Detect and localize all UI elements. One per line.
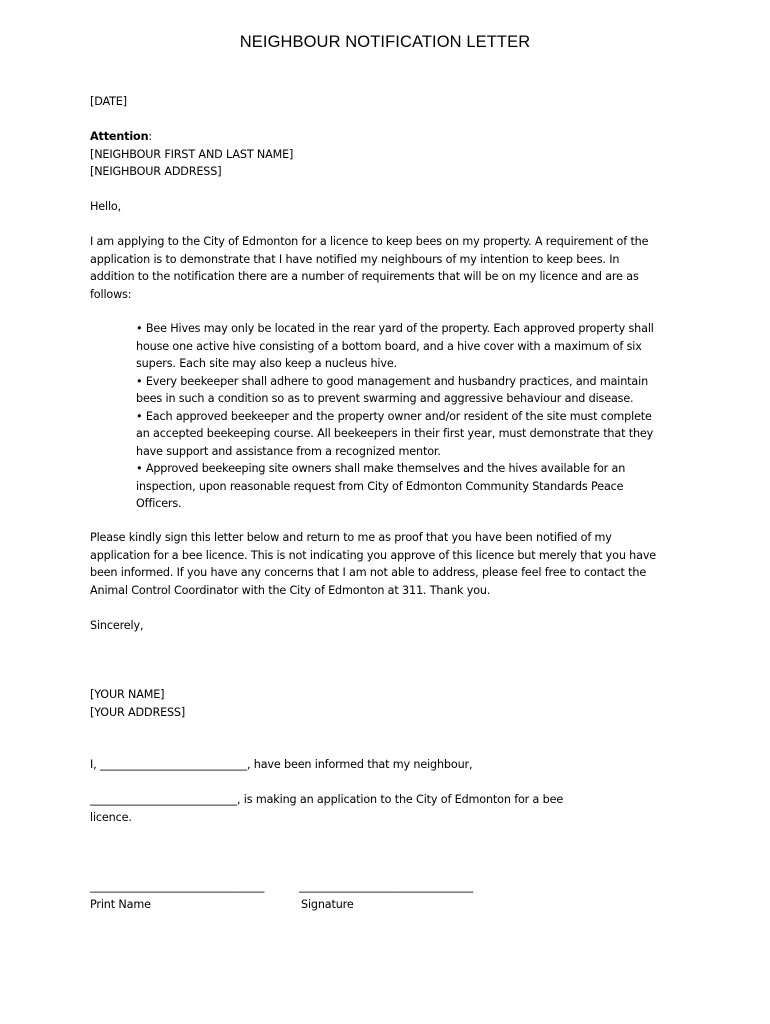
intro-line: I am applying to the City of Edmonton for a licence to keep bees on my property. A requirement of the: [90, 235, 649, 248]
requirement-line: • Every beekeeper shall adhere to good management and husbandry practices, and maintain: [136, 374, 649, 388]
attention-line: [90, 128, 690, 146]
requirement-line: • Each approved beekeeper and the property owner and/or resident of the site must complete: [136, 409, 652, 423]
requirement-line: bees in such a condition so as to prevent swarming and aggressive behaviour and disease.: [136, 392, 634, 405]
print-name-label: Print Name: [90, 898, 151, 911]
requirement-line: • Approved beekeeping site owners shall make themselves and the hives available for an: [136, 462, 626, 475]
date-placeholder: [DATE]: [90, 95, 127, 108]
signature-label: Signature: [301, 898, 354, 911]
intro-line: follows:: [90, 287, 132, 301]
your-address-placeholder: [YOUR ADDRESS]: [90, 705, 186, 719]
requirement-line: inspection, upon reasonable request from City of Edmonton Community Standards Peace: [136, 479, 624, 493]
intro-paragraph: [90, 233, 690, 303]
letter-title: NEIGHBOUR NOTIFICATION LETTER: [239, 33, 531, 51]
requirement-line: supers. Each site may also keep a nucleus hive.: [136, 357, 397, 370]
intro-line: application is to demonstrate that I have notified my neighbours of my intention to keep bees. In: [90, 252, 620, 266]
neighbour-address-placeholder: [NEIGHBOUR ADDRESS]: [90, 165, 222, 178]
signature-rule: ________________________________: [299, 880, 474, 893]
attention-colon: :: [148, 130, 153, 143]
requirements-list: [136, 320, 696, 513]
print-name-rule: ________________________________: [90, 880, 265, 893]
requirement-line: • Bee Hives may only be located in the rear yard of the property. Each approved property shall: [136, 322, 654, 335]
closing: Sincerely,: [90, 619, 144, 632]
acknowledgement-line: licence.: [90, 810, 132, 824]
requirement-line: an accepted beekeeping course. All beekeepers in their first year, must demonstrate that they: [136, 427, 654, 440]
attention-label: Attention: [90, 130, 149, 143]
intro-line: addition to the notification there are a number of requirements that will be on my licence and are as: [90, 270, 639, 283]
acknowledgement-line: I, ___________________________, have been informed that my neighbour,: [90, 758, 473, 771]
requirement-line: Officers.: [136, 497, 182, 510]
acknowledgement-line: ___________________________, is making an application to the City of Edmonton for a bee: [90, 793, 564, 806]
request-paragraph: [90, 529, 690, 599]
neighbour-name-placeholder: [NEIGHBOUR FIRST AND LAST NAME]: [90, 147, 294, 161]
request-line: application for a bee licence. This is not indicating you approve of this licence but merely that you have: [90, 548, 657, 562]
request-line: Animal Control Coordinator with the City of Edmonton at 311. Thank you.: [90, 583, 491, 597]
request-line: been informed. If you have any concerns that I am not able to address, please feel free to contact the: [90, 566, 647, 579]
greeting: Hello,: [90, 200, 122, 213]
request-line: Please kindly sign this letter below and return to me as proof that you have been notified of my: [90, 531, 612, 544]
requirement-line: have support and assistance from a recognized mentor.: [136, 444, 441, 458]
your-name-placeholder: [YOUR NAME]: [90, 688, 165, 701]
requirement-line: house one active hive consisting of a bottom board, and a hive cover with a maximum of six: [136, 339, 642, 353]
